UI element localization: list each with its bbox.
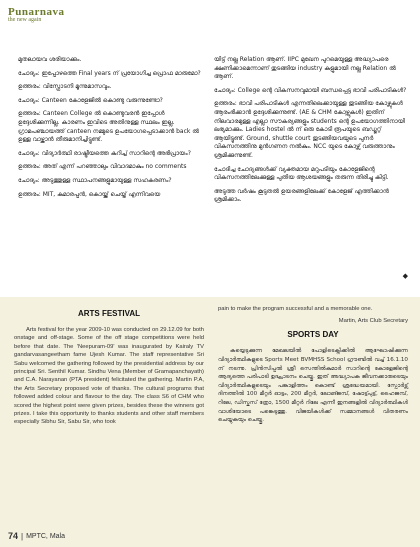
interview-paragraph: ഉത്തരം: വിസ്ഫോടനി മൂന്നുമാസവും.: [18, 83, 112, 91]
interview-paragraph: യിട്ട് നല്ല Relation ആണ്. IIPC മുഖേന പുറമെയുള്ള അദ്ധ്യാപരെ ക്ഷണിക്കാമെന്നാണ് തുടങ്ങിയ industry കളുമായി നല്ല Relation ൽ ആണ്.: [214, 56, 396, 81]
masthead-title: Punarnava: [8, 6, 65, 18]
interview-paragraph: ചോദ്യം: ഇപ്പോഴത്തെ Final years ന് പ്രയോഗിച്ച പ്രൊഫ മാരുമോ?: [18, 69, 201, 77]
sports-day-heading: SPORTS DAY: [287, 330, 339, 340]
masthead: [8, 6, 64, 23]
arts-festival-continuation: pain to make the program successful and a memorable one.: [218, 306, 373, 312]
masthead-subtitle: the new again: [8, 17, 42, 23]
interview-paragraph: ചോദ്യം: College ന്റെ വികസനവുമായി ബന്ധപ്പെട്ട ഭാവി പരിപാടികൾ?: [214, 86, 407, 94]
end-mark-icon: ◆: [402, 272, 408, 280]
interview-paragraph: ചോദ്യം: വിദ്യാർത്ഥി രാഷ്ട്രീയത്തെ കുറിച്ച് സാറിന്റെ അഭിപ്രായം?: [18, 149, 191, 157]
events-section: [0, 297, 420, 547]
arts-festival-column: [14, 305, 204, 427]
interview-paragraph: ഉത്തരം: Canteen College ൽ കൊണ്ടുവരൻ ഇപ്പോൾ ഉദ്ദേശിക്കുന്നില്ല. കാരണം ഇവിടെ അതിനുള്ള സ്ഥലം ഇല്ല. ഗ്രാമപഞ്ചായത്ത് canteen നമ്മുടെ ഉപയോഗപ്പെടാക്കാൻ back ൽ ഉള്ള വാഴ്ക്കാൻ തീരുമാനിച്ചിട്ടുണ്ട്.: [18, 110, 199, 144]
interview-left-column: [18, 56, 208, 204]
interview-paragraph: അടുത്ത വർഷം കൂടുതൽ ഉയരങ്ങളിലേക്ക് കോളേജ് എത്തിക്കാൻ ശ്രമിക്കാം.: [214, 187, 389, 204]
interview-paragraph: ചോദ്യം: അടുത്തുള്ള സ്ഥാപനങ്ങളുമായുള്ള സഹകരണം?: [18, 176, 172, 184]
footer-separator: |: [21, 531, 24, 541]
arts-club-signature: Martin, Arts Club Secretary: [338, 318, 408, 325]
arts-festival-heading: ARTS FESTIVAL: [77, 309, 141, 318]
interview-paragraph: ചോദ്യം: Canteen കോളേജിൽ കൊണ്ടു വരുന്നുണ്ടോ?: [18, 96, 163, 104]
page-number: 74: [8, 531, 19, 541]
interview-right-column: [214, 56, 409, 210]
interview-paragraph: മുതലായവ ശരിയാക്കും.: [18, 56, 82, 63]
sports-day-body: കയ്യെടുക്കുന്ന മേഖലയിൽ പോളിടെക്നിക്കിൽ ആഘോഷിക്കുന്ന വിദ്യാർത്ഥികളുടെ Sports Meet BVMHSS School ഗ്രൗണ്ടിൽ വച്ച് 16.1.10 ന് നടന്നു. പ്രിൻസിപ്പൽ ശ്രീ സെന്തിൽകുമാർ സാറിന്റെ കോളേജിന്റെ ആദ്യത്തെ പരിപാടി ഉദ്ഘാടനം ചെയ്തു. ഇത് അദ്ധ്യാപക ജീവനക്കാരുടെയും വിദ്യാർത്ഥികളുടെയും പങ്കാളിത്തം കൊണ്ട് ശ്രദ്ധേയമായി. സ്പോർട്സ് ദിനത്തിൽ 100 മീറ്റർ ഓട്ടം, 200 മീറ്റർ, ലോങ്ജമ്പ്, ഷോട്ട്പുട്ട്, ഹൈജമ്പ്, റിലേ, ഡിസ്കസ് ത്രോ, 1500 മീറ്റർ റിലേ എന്നീ ഇനങ്ങളിൽ വിദ്യാർത്ഥികൾ വാശിയോടെ പങ്കെടുത്തു. വിജയികൾക്ക് സമ്മാനങ്ങൾ വിതരണം ചെയ്യുകയും ചെയ്തു.: [218, 348, 408, 424]
magazine-name: MPTC, Mala: [26, 532, 65, 540]
sports-day-column: [218, 305, 408, 425]
interview-paragraph: ഉത്തരം: ഭാവി പരിപാടികൾ എന്നതിലെക്കായുള്ള തുടങ്ങിയ കോഴ്സുകൾ ആരംഭിക്കാൻ ഉദ്ദേശിക്കുന്നുണ്ട്. (AE & CHM കോഴ്സുകൾ) ഇതിന് നിലവാരമുള്ള എല്ലാ സൗകര്യങ്ങളും students ന്റെ ഉപയോഗത്തിനായി ലഭ്യമാക്കും. Ladies hostel ൽ ന് ഒരു കോടി രൂപയുടെ ബഡ്ജറ്റ് ആയിട്ടുണ്ട്. Ground, shuttle court തുടങ്ങിയവയുടെ പുനർ വികസനത്തിനു മുൻഗണന നൽകും. NCC യുടെ കോഴ്സ് വരുത്താനും ശ്രമിക്കുന്നുണ്ട്.: [214, 100, 405, 159]
interview-paragraph: ഉത്തരം: അത് എന്ന് പറഞ്ഞാലും വിവാദമാകും no comments: [18, 163, 187, 171]
interview-paragraph: ചോദിച്ച ചോദ്യങ്ങൾക്ക് വ്യക്തമായ മറുപടിയും കോളേജിന്റെ വികസനത്തിലേക്കുള്ള പുതിയ ആശയങ്ങളും തരുന്ന തിരിച്ചു കിട്ടി.: [214, 165, 389, 182]
interview-paragraph: ഉത്തരം: MIT, കുമാരപ്പൻ, കൊയ്ക്ക് ചെയ്ത് എന്നിവയെ: [18, 190, 161, 198]
arts-festival-body: Arts festival for the year 2009-10 was conducted on 29.12.09 for both onstage and off-stage. Some of the off stage competitions were held before that date. The 'Neepuram-09' was inaugurated by Kairaly TV gandarvasangeetham fame Ujesh Kumar. The staff representative Sri Sabu welcomed the gathering followed by the presidential address by our principal Sri. Senthil Kumar. Sindhu Vena (Member of Gramapanchayath) and C.A. Narayanan (PTA president) felicitated the gathering. Martin P.A, the Arts Secretary proposed vote of thanks. The cultural programs that followed added colour and flavour to the day. The class S6 of CHM who scored the highest point were given prizes, besides these the winners got prizes. I take this opportunity to thanks students and other staff members especially Sibhu Sir, Sabu Sir, who took: [14, 327, 204, 426]
page-footer: [8, 531, 65, 541]
